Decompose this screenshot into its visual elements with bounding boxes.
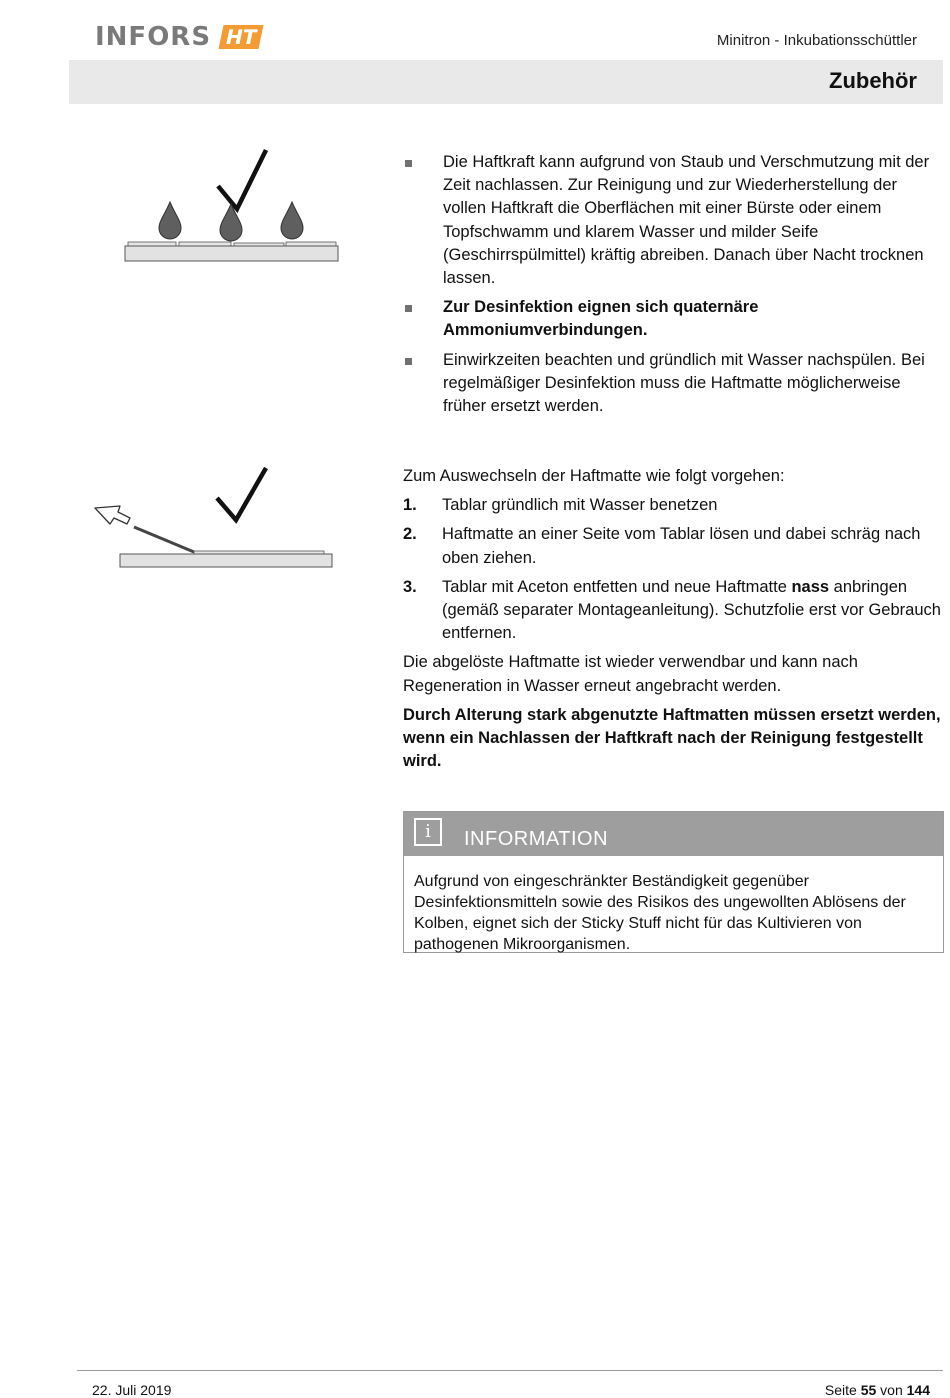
bullet-marker (405, 358, 412, 365)
step-item (403, 523, 943, 569)
replacement-section (403, 465, 943, 779)
page-current: 55 (860, 1382, 877, 1398)
step-text: Tablar gründlich mit Wasser benetzen (442, 496, 718, 515)
tray (125, 246, 338, 261)
bullet-text: Die Haftkraft kann aufgrund von Staub und Verschmutzung mit der Zeit nachlassen. Zur Reinigung und zur Wiederherstellung der vollen Haftkraft die Oberflächen mit einer Bürste oder einem Topfschwamm und klarem Wasser und milder Seife (Geschirrspülmittel) kräftig abreiben. Danach über Nacht trocknen lassen. (443, 153, 930, 288)
document-title: Minitron - Inkubationsschüttler (716, 32, 917, 49)
footer-date: 22. Juli 2019 (92, 1382, 172, 1398)
logo-text: INFORS (95, 22, 212, 52)
checkmark-icon (218, 150, 266, 209)
step-item (403, 494, 943, 517)
step-text-part: Tablar mit Aceton entfetten und neue Haftmatte (442, 577, 792, 596)
company-logo (95, 22, 261, 52)
reuse-note: Die abgelöste Haftmatte ist wieder verwendbar und kann nach Regeneration in Wasser erneut angebracht werden. (403, 653, 858, 695)
bullet-item (403, 349, 943, 419)
arrow-icon (95, 506, 130, 524)
page-mid: von (876, 1382, 907, 1398)
step-number: 2. (403, 525, 417, 544)
step-number: 3. (403, 577, 417, 596)
mat-segment (286, 242, 336, 246)
header-band (69, 60, 943, 104)
bullet-item (403, 151, 943, 290)
information-header (404, 812, 943, 856)
bullet-text: Zur Desinfektion eignen sich quaternäre Ammoniumverbindungen. (443, 298, 759, 340)
footer-divider (77, 1370, 943, 1371)
replacement-illustration (90, 462, 340, 572)
page-number (825, 1382, 930, 1398)
checkmark-icon (217, 468, 266, 520)
cleaning-illustration (120, 142, 345, 267)
droplet-icon (281, 202, 303, 239)
step-number: 1. (403, 496, 417, 515)
mat-segment (128, 242, 176, 246)
peeled-mat (134, 527, 194, 552)
step-item (403, 576, 943, 646)
tray (120, 554, 332, 567)
information-box (403, 811, 944, 953)
section-title: Zubehör (829, 68, 917, 93)
info-icon: i (414, 818, 442, 846)
cleaning-bullet-list (403, 151, 943, 424)
page-prefix: Seite (824, 1382, 861, 1398)
mat-segment (179, 242, 231, 246)
bullet-marker (405, 305, 412, 312)
bullet-item (403, 296, 943, 342)
logo-mark: HT (218, 25, 263, 49)
step-text-emphasis: nass (791, 577, 830, 596)
replacement-warning: Durch Alterung stark abgenutzte Haftmatten müssen ersetzt werden, wenn ein Nachlassen der Haftkraft nach der Reinigung festgestellt wird. (403, 705, 941, 771)
droplet-icon (159, 202, 181, 239)
step-text-part: anbringen (gemäß separater Montageanleitung). Schutzfolie erst vor Gebrauch entfernen. (442, 577, 941, 643)
information-body: Aufgrund von eingeschränkter Beständigkeit gegenüber Desinfektionsmitteln sowie des Risikos des ungewollten Ablösens der Kolben, eignet sich der Sticky Stuff nicht für das Kultivieren von pathogenen Mikroorganismen. (414, 873, 906, 953)
information-title: INFORMATION (464, 828, 609, 850)
bullet-text: Einwirkzeiten beachten und gründlich mit Wasser nachspülen. Bei regelmäßiger Desinfektion muss die Haftmatte möglicherweise früher ersetzt werden. (443, 350, 925, 416)
step-text: Haftmatte an einer Seite vom Tablar lösen und dabei schräg nach oben ziehen. (442, 525, 921, 567)
page-total: 144 (906, 1382, 930, 1398)
steps-intro: Zum Auswechseln der Haftmatte wie folgt vorgehen: (403, 467, 785, 485)
bullet-marker (405, 160, 412, 167)
